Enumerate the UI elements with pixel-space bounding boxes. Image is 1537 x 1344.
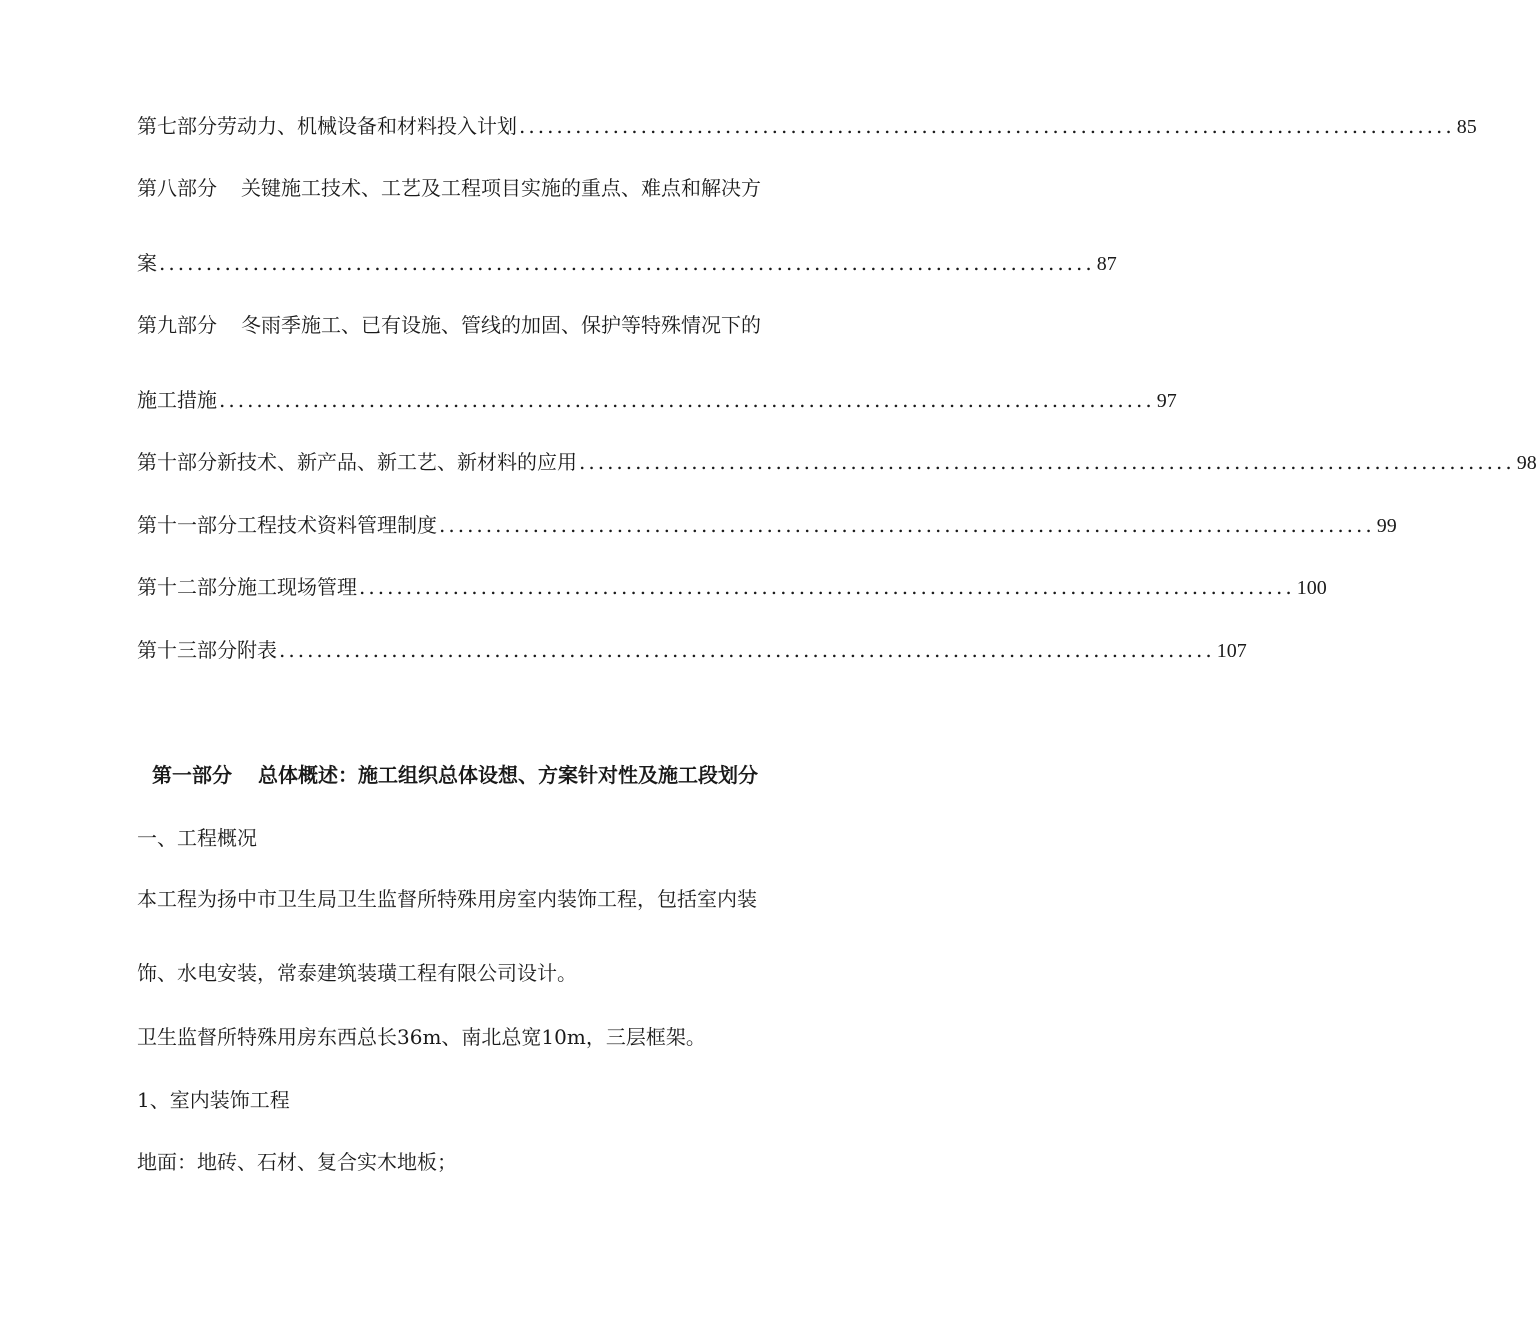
toc-title: 关键施工技术、工艺及工程项目实施的重点、难点和解决方 (241, 176, 761, 200)
toc-entry-8-line1[interactable] (137, 173, 837, 203)
toc-entry-12[interactable] (137, 572, 1327, 602)
toc-title: 附表 (237, 638, 277, 662)
toc-page-number: 99 (1376, 515, 1397, 537)
toc-entry-9-line2[interactable] (137, 385, 1177, 415)
toc-leader: .................................................................................................... (519, 114, 1455, 138)
toc-entry-7[interactable] (137, 111, 1477, 141)
toc-leader: .................................................................................................... (219, 388, 1155, 412)
toc-leader: .................................................................................................... (579, 450, 1515, 474)
toc-leader: .................................................................................................... (159, 251, 1095, 275)
toc-entry-8-line2[interactable] (137, 248, 1117, 278)
toc-leader: .................................................................................................... (359, 575, 1295, 599)
toc-page-number: 97 (1156, 390, 1177, 412)
toc-part-label: 第七部分 (137, 114, 217, 138)
toc-title: 工程技术资料管理制度 (237, 513, 437, 537)
toc-part-label: 第十三部分 (137, 638, 237, 662)
toc-page-number: 107 (1216, 640, 1247, 662)
toc-part-label: 第十二部分 (137, 575, 237, 599)
toc-entry-13[interactable] (137, 635, 1247, 665)
section-heading-part: 第一部分 (152, 763, 232, 787)
toc-entry-10[interactable] (137, 447, 1537, 477)
paragraph-line: 本工程为扬中市卫生局卫生监督所特殊用房室内装饰工程，包括室内装 (137, 887, 757, 911)
toc-title: 冬雨季施工、已有设施、管线的加固、保护等特殊情况下的 (241, 313, 761, 337)
toc-title: 施工现场管理 (237, 575, 357, 599)
toc-page-number: 98 (1516, 452, 1537, 474)
toc-leader: .................................................................................................... (279, 638, 1215, 662)
section-heading (152, 760, 758, 790)
toc-page-number: 100 (1296, 577, 1327, 599)
toc-leader: .................................................................................................... (439, 513, 1375, 537)
toc-part-label: 第十一部分 (137, 513, 237, 537)
toc-part-label: 第八部分 (137, 176, 217, 200)
subheading-interior-decoration: 1、室内装饰工程 (137, 1088, 290, 1112)
section-heading-title: 总体概述：施工组织总体设想、方案针对性及施工段划分 (258, 763, 758, 787)
toc-entry-11[interactable] (137, 510, 1397, 540)
toc-part-label: 第十部分 (137, 450, 217, 474)
toc-title-continued: 案 (137, 251, 157, 275)
toc-part-label: 第九部分 (137, 313, 217, 337)
paragraph-dimensions: 卫生监督所特殊用房东西总长36m、南北总宽10m，三层框架。 (137, 1025, 706, 1049)
toc-page-number: 85 (1456, 116, 1477, 138)
toc-entry-9-line1[interactable] (137, 310, 837, 340)
subheading-project-overview: 一、工程概况 (137, 826, 257, 850)
toc-title: 新技术、新产品、新工艺、新材料的应用 (217, 450, 577, 474)
paragraph-line: 饰、水电安装，常泰建筑装璜工程有限公司设计。 (137, 961, 577, 985)
toc-title-continued: 施工措施 (137, 388, 217, 412)
toc-title: 劳动力、机械设备和材料投入计划 (217, 114, 517, 138)
toc-page-number: 87 (1096, 253, 1117, 275)
paragraph-floor-materials: 地面：地砖、石材、复合实木地板； (137, 1150, 457, 1174)
